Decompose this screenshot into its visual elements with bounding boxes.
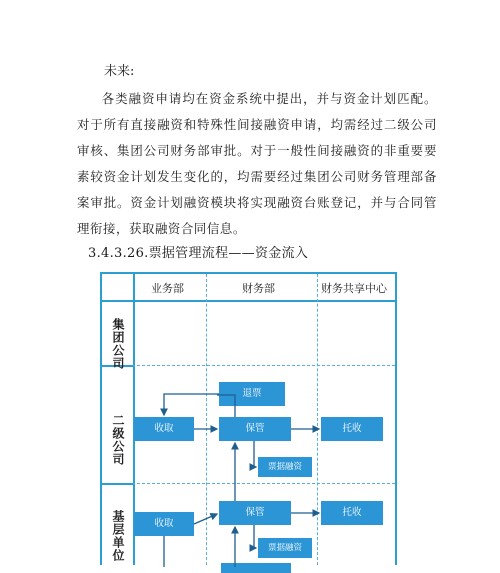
arrow-receive-to-custody-l3	[194, 514, 217, 524]
column-header-business: 业务部	[151, 282, 184, 295]
arrow-refund-to-receive	[164, 394, 219, 415]
lane-label-grassroots: 基层单位	[111, 510, 125, 562]
section-heading-future: 未来:	[104, 64, 135, 79]
arrow-custody-to-financing-l2	[254, 441, 256, 467]
box-collection-l2: 托收	[321, 417, 383, 441]
box-receive-l2: 收取	[134, 417, 194, 441]
section-title: 3.4.3.26.票据管理流程——资金流入	[88, 246, 309, 261]
box-bill-financing-l3: 票据融资	[258, 538, 312, 558]
box-custody-l3: 保管	[219, 501, 291, 525]
box-custody-l2: 保管	[219, 417, 291, 441]
arrow-custody-to-refund	[217, 395, 235, 417]
box-collection-l3: 托收	[321, 501, 383, 525]
lane-label-secondary: 二级公司	[111, 414, 125, 466]
box-refund: 退票	[219, 382, 285, 406]
flowchart-diagram	[100, 272, 397, 565]
arrow-custody-to-financing-l3	[254, 525, 256, 548]
column-header-shared-center: 财务共享中心	[321, 282, 387, 295]
box-bill-financing-l2: 票据融资	[258, 457, 312, 477]
body-paragraph: 各类融资申请均在资金系统中提出，并与资金计划匹配。对于所有直接融资和特殊性间接融资申请，均需经过二级公司审核、集团公司财务部审批。对于一般性间接融资的非重要要素较资金计划发生变化的，均需要经过集团公司财务管理部备案审批。资金计划融资模块将实现融资台账登记，并与合同管理衔接，获取融资合同信息。	[77, 91, 437, 236]
column-header-finance: 财务部	[242, 282, 275, 295]
box-receive-l3: 收取	[134, 512, 194, 536]
flow-arrows	[102, 274, 399, 567]
lane-label-group: 集团公司	[111, 318, 125, 370]
